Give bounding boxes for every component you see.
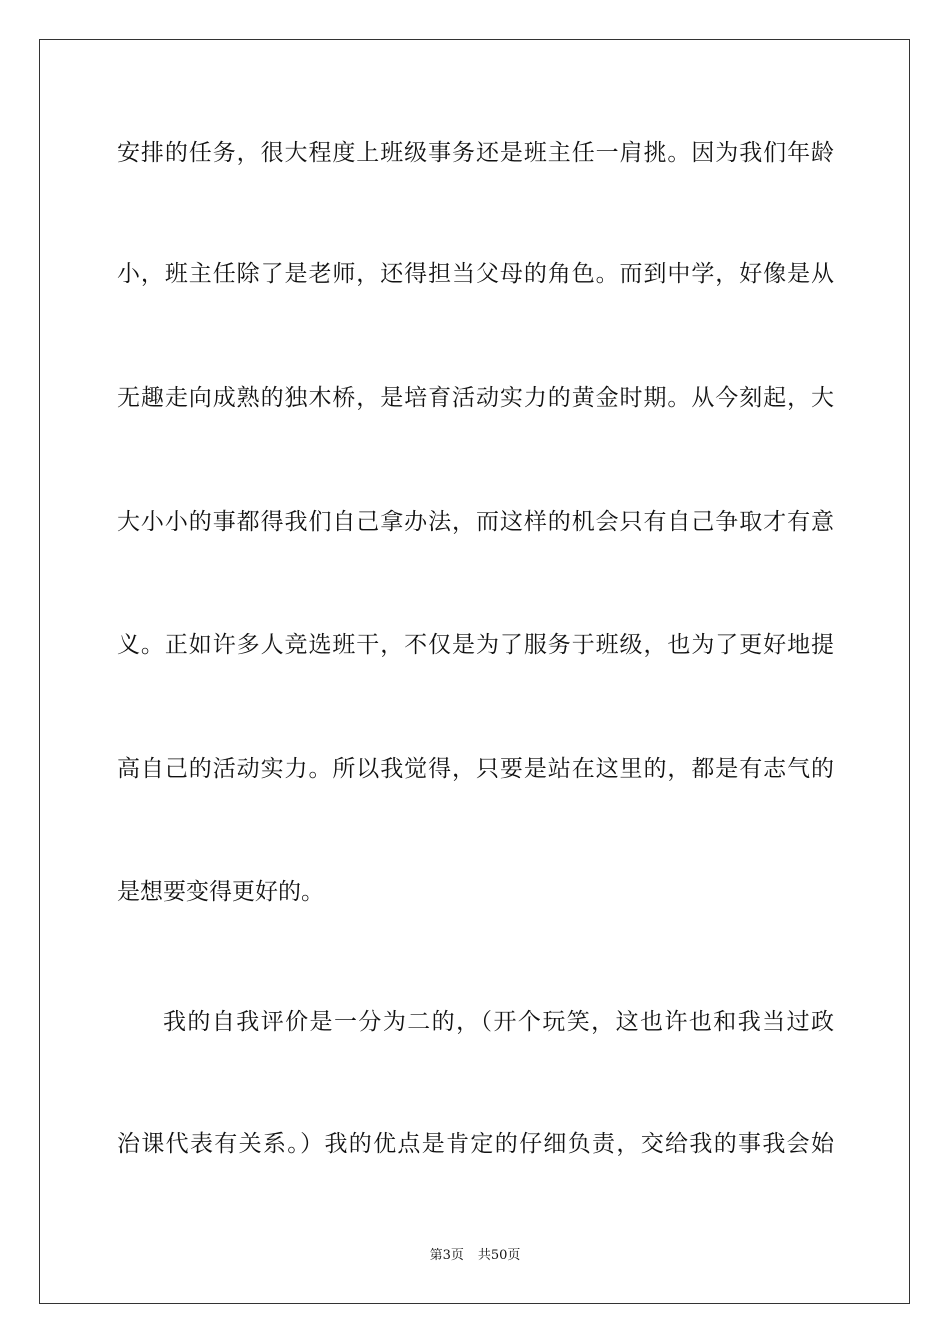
text-line: 安排的任务，很大程度上班级事务还是班主任一肩挑。因为我们年龄: [117, 140, 834, 166]
paragraph-first-line: 我的自我评价是一分为二的，（开个玩笑，这也许也和我当过政: [163, 1009, 834, 1035]
text-line: 高自己的活动实力。所以我觉得，只要是站在这里的，都是有志气的: [117, 756, 834, 782]
page-footer: [0, 1247, 950, 1265]
text-line: 无趣走向成熟的独木桥，是培育活动实力的黄金时期。从今刻起，大: [117, 385, 834, 411]
page-number: 第3页: [429, 1248, 464, 1263]
page-border: [39, 39, 910, 1304]
text-line: 是想要变得更好的。: [117, 879, 324, 905]
text-line: 小，班主任除了是老师，还得担当父母的角色。而到中学，好像是从: [117, 261, 834, 287]
text-line: 治课代表有关系。）我的优点是肯定的仔细负责，交给我的事我会始: [117, 1131, 834, 1157]
text-line: 义。正如许多人竞选班干，不仅是为了服务于班级，也为了更好地提: [117, 632, 834, 658]
total-pages: 共50页: [477, 1248, 521, 1263]
text-line: 大小小的事都得我们自己拿办法，而这样的机会只有自己争取才有意: [117, 509, 834, 535]
